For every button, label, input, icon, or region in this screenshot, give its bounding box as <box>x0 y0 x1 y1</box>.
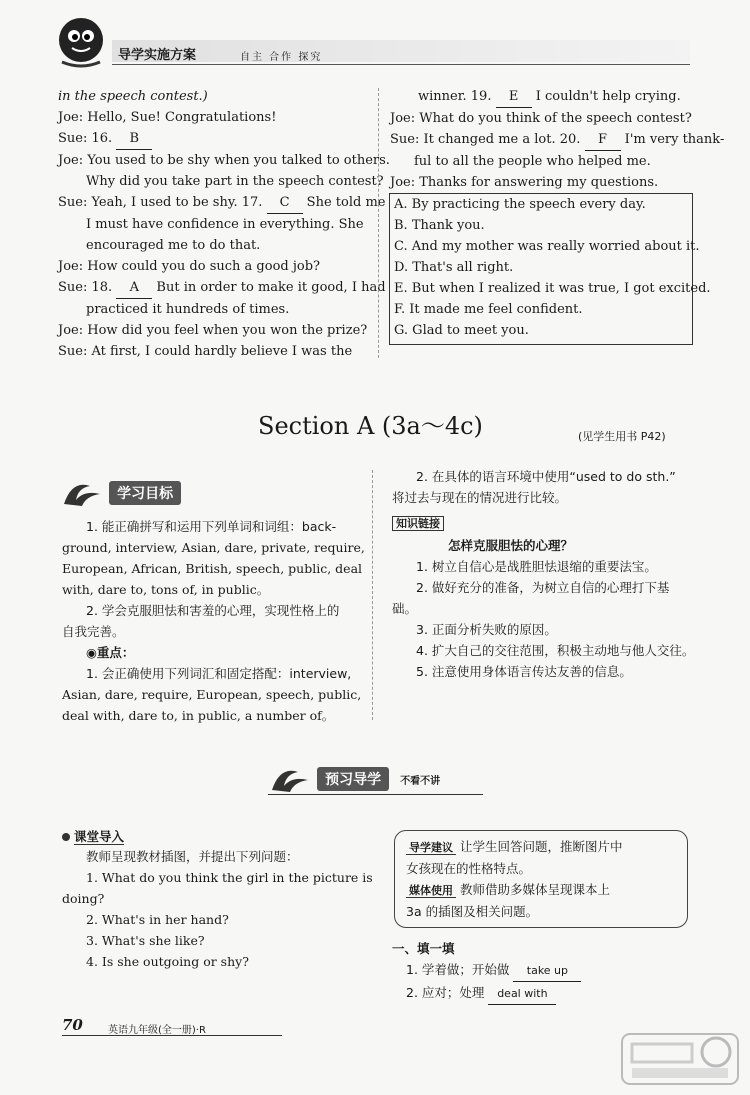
class-intro-label: 课堂导入 <box>74 829 125 844</box>
fill-in-section <box>392 938 692 1005</box>
goal-line: 将过去与现在的情况进行比较。 <box>392 490 568 505</box>
option-item: D. That's all right. <box>394 260 514 275</box>
link-line: 础。 <box>392 601 418 616</box>
section-ref: (见学生用书 P42) <box>578 430 666 443</box>
preview-banner <box>268 764 440 794</box>
intro-line: 1. What do you think the girl in the picture is <box>86 870 373 885</box>
dialogue-line-blank: Sue: 16. B <box>58 128 368 150</box>
preview-banner-note: 不看不讲 <box>400 775 441 787</box>
key-line: Asian, dare, require, European, speech, public, <box>62 687 362 702</box>
goal-line: with, dare to, tons of, in public。 <box>62 582 270 597</box>
goals-left <box>62 516 365 726</box>
dialogue-line: in the speech contest.) <box>58 89 208 104</box>
key-line: 1. 会正确使用下列词汇和固定搭配：interview, <box>86 666 352 681</box>
fill-answer: take up <box>513 960 581 982</box>
intro-line: 2. What's in her hand? <box>86 912 229 927</box>
dialogue-line: I must have confidence in everything. She <box>86 217 364 232</box>
teaching-tips <box>406 836 682 922</box>
answer-blank: B <box>116 128 152 150</box>
dialogue-line: Why did you take part in the speech contest? <box>86 174 384 189</box>
class-intro-label-wrap <box>62 826 124 847</box>
answer-blank: E <box>496 86 532 108</box>
preview-banner-label: 预习导学 <box>317 767 389 791</box>
answer-blank: C <box>267 192 303 214</box>
goal-line: 2. 学会克服胆怯和害羞的心理，实现性格上的 <box>86 603 340 618</box>
goal-line: European, African, British, speech, public, deal <box>62 561 363 576</box>
column-divider <box>378 88 379 358</box>
goal-line: ground, interview, Asian, dare, private, require, <box>62 540 365 555</box>
header-title: 导学实施方案 <box>118 48 197 63</box>
option-item: G. Glad to meet you. <box>394 323 529 338</box>
link-line: 5. 注意使用身体语言传达友善的信息。 <box>416 664 632 679</box>
intro-line: 3. What's she like? <box>86 933 205 948</box>
option-item: C. And my mother was really worried about it. <box>394 239 700 254</box>
header-subtitle: 自主 合作 探究 <box>240 52 323 63</box>
class-intro <box>62 846 373 972</box>
dialogue-line: Joe: What do you think of the speech contest? <box>390 111 692 126</box>
header-divider <box>112 64 690 65</box>
dialogue-line: encouraged me to do that. <box>86 238 261 253</box>
dialogue-line: Sue: At first, I could hardly believe I was the <box>58 344 353 359</box>
link-line: 4. 扩大自己的交往范围，积极主动地与他人交往。 <box>416 643 695 658</box>
section-title: Section A (3a～4c) <box>258 412 483 440</box>
dialogue-line-blank: Sue: 18. A But in order to make it good, I had <box>58 277 368 299</box>
dialogue-line: Joe: How could you do such a good job? <box>58 259 321 274</box>
preview-underline <box>268 794 483 795</box>
answer-blank: A <box>116 277 152 299</box>
intro-line: doing? <box>62 891 105 906</box>
knowledge-link <box>392 512 692 531</box>
goals-banner <box>60 478 181 508</box>
column-divider <box>372 470 373 720</box>
bullet-icon <box>62 833 70 841</box>
knowledge-link-label: 知识链接 <box>392 516 444 531</box>
dialogue-line: Joe: Thanks for answering my questions. <box>390 175 659 190</box>
intro-line: 4. Is she outgoing or shy? <box>86 954 249 969</box>
flame-swirl-icon <box>268 764 312 794</box>
fill-item: 1. 学着做；开始做 take up <box>392 959 692 982</box>
goals-banner-label: 学习目标 <box>109 481 181 505</box>
option-item: A. By practicing the speech every day. <box>394 197 646 212</box>
flame-swirl-icon <box>60 478 104 508</box>
tip-line: 教师借助多媒体呈现课本上 <box>459 882 610 897</box>
option-item: F. It made me feel confident. <box>394 302 583 317</box>
tip-row <box>406 879 682 901</box>
key-line: deal with, dare to, in public, a number of。 <box>62 708 335 723</box>
key-points-label: ◉重点： <box>86 645 135 660</box>
fill-answer: deal with <box>488 983 556 1005</box>
link-line: 1. 树立自信心是战胜胆怯退缩的重要法宝。 <box>416 559 657 574</box>
tip-row <box>406 836 682 858</box>
tip2-label: 媒体使用 <box>406 884 456 898</box>
tip-line: 让学生回答问题，推断图片中 <box>459 839 623 854</box>
footer-text: 英语九年级(全一册)·R <box>108 1025 206 1036</box>
answer-blank: F <box>585 129 621 151</box>
dialogue-line: practiced it hundreds of times. <box>86 302 290 317</box>
dialogue-line: Joe: How did you feel when you won the prize? <box>58 323 368 338</box>
watermark-logo-icon <box>620 1030 740 1088</box>
options-list <box>394 194 711 341</box>
dialogue-line-blank: Sue: Yeah, I used to be shy. 17. C She told me <box>58 192 368 214</box>
link-line: 2. 做好充分的准备，为树立自信的心理打下基 <box>416 580 670 595</box>
footer-divider <box>62 1035 282 1036</box>
goal-line: 自我完善。 <box>62 624 125 639</box>
knowledge-link-title: 怎样克服胆怯的心理？ <box>448 538 574 553</box>
dialogue-line-blank: winner. 19. E I couldn't help crying. <box>390 86 695 108</box>
fill-item: 2. 应对；处理 deal with <box>392 982 692 1005</box>
page-number: 70 <box>62 1016 83 1034</box>
dialogue-line-blank: Sue: It changed me a lot. 20. F I'm very thank- <box>390 129 695 151</box>
link-line: 3. 正面分析失败的原因。 <box>416 622 557 637</box>
dialogue-line: ful to all the people who helped me. <box>414 154 651 169</box>
mascot-logo-icon <box>52 14 110 72</box>
tip-line: 女孩现在的性格特点。 <box>406 861 532 876</box>
intro-line: 教师呈现教材插图，并提出下列问题： <box>86 849 299 864</box>
option-item: B. Thank you. <box>394 218 485 233</box>
tip-line: 3a 的插图及相关问题。 <box>406 904 539 919</box>
option-item: E. But when I realized it was true, I got excited. <box>394 281 711 296</box>
goal-line: 2. 在具体的语言环境中使用“used to do sth.” <box>416 469 676 484</box>
goals-right <box>392 466 695 682</box>
dialogue-left <box>58 86 390 362</box>
header-bar <box>112 40 690 62</box>
tip1-label: 导学建议 <box>406 841 456 855</box>
fill-in-title: 一、填一填 <box>392 941 455 956</box>
dialogue-right <box>390 86 725 193</box>
goal-line: 1. 能正确拼写和运用下列单词和词组：back- <box>86 519 337 534</box>
dialogue-line: Joe: You used to be shy when you talked to others. <box>58 153 390 168</box>
dialogue-line: Joe: Hello, Sue! Congratulations! <box>58 110 277 125</box>
